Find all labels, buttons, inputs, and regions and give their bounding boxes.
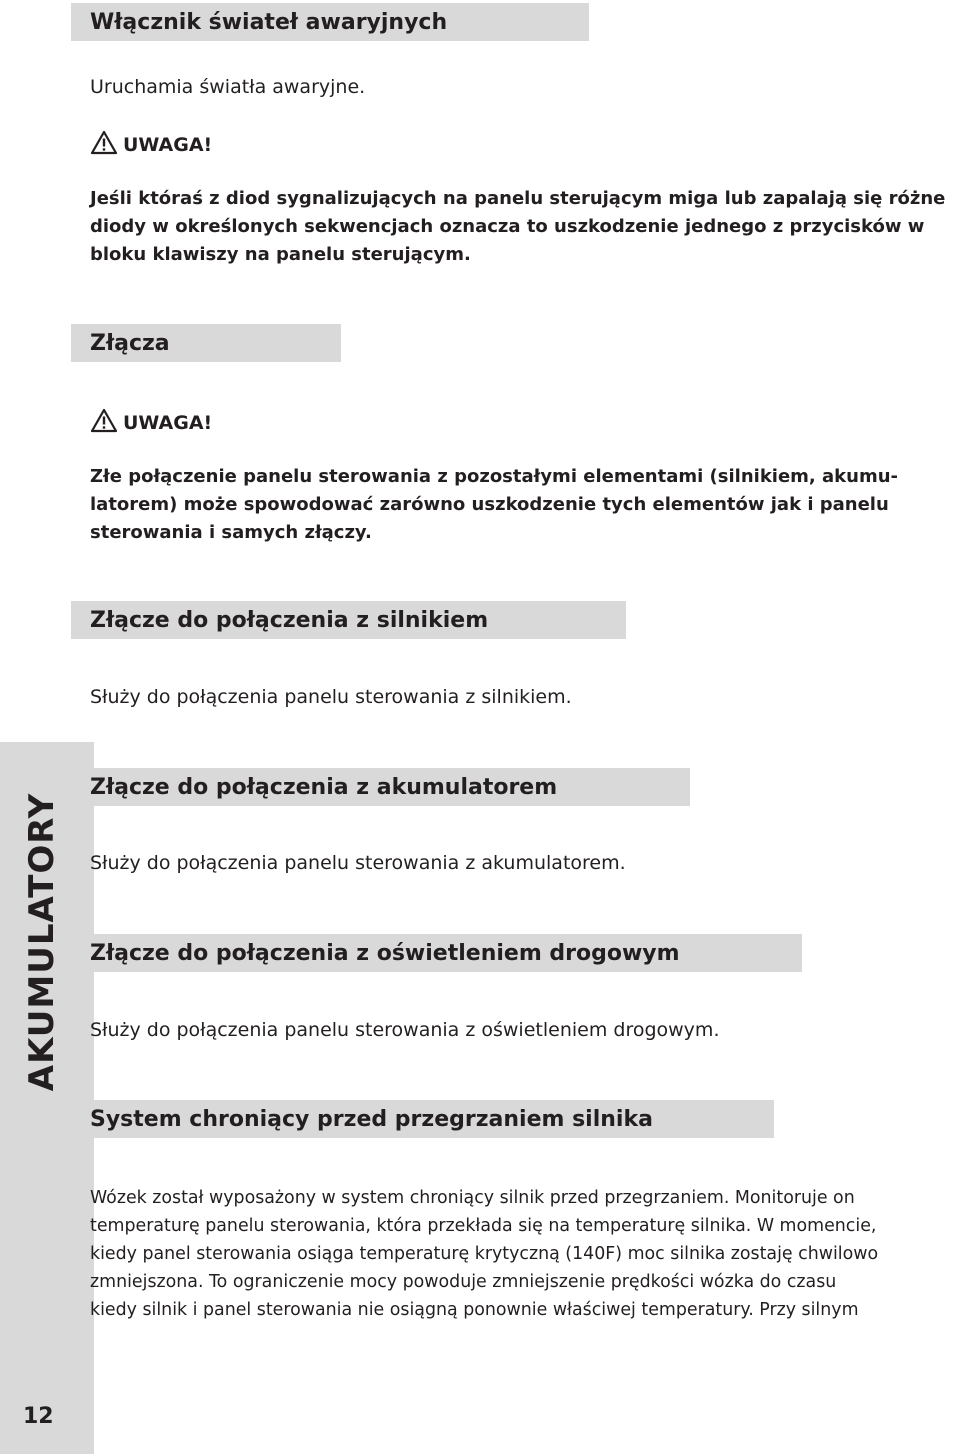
hazard-switch-description: Uruchamia światła awaryjne. xyxy=(90,76,366,98)
section-header-hazard-switch xyxy=(71,3,589,41)
overheat-protection-paragraph xyxy=(90,1184,878,1324)
paragraph-line: temperaturę panelu sterowania, która przekłada się na temperaturę silnika. W momencie, xyxy=(90,1216,877,1236)
warning-triangle-icon xyxy=(90,408,123,438)
paragraph-line: bloku klawiszy na panelu sterującym. xyxy=(90,244,471,265)
section-header-battery-connector xyxy=(71,768,690,806)
paragraph-line: Złe połączenie panelu sterowania z pozostałymi elementami (silnikiem, akumu- xyxy=(90,466,899,487)
paragraph-line: kiedy silnik i panel sterowania nie osiągną ponownie właściwej temperatury. Przy silnym xyxy=(90,1300,859,1320)
paragraph-line: Jeśli któraś z diod sygnalizujących na panelu sterującym miga lub zapalają się różne xyxy=(90,188,946,209)
section-title: Złącze do połączenia z silnikiem xyxy=(90,607,489,633)
section-title: Złącza xyxy=(90,330,170,356)
warning-text: UWAGA! xyxy=(123,134,213,156)
lighting-connector-description: Służy do połączenia panelu sterowania z oświetleniem drogowym. xyxy=(90,1019,720,1041)
warning-triangle-icon xyxy=(90,130,123,160)
paragraph-line: diody w określonych sekwencjach oznacza to uszkodzenie jednego z przycisków w xyxy=(90,216,925,237)
paragraph-line: latorem) może spowodować zarówno uszkodzenie tych elementów jak i panelu xyxy=(90,494,889,515)
section-title: Złącze do połączenia z akumulatorem xyxy=(90,774,558,800)
section-title: Złącze do połączenia z oświetleniem drogowym xyxy=(90,940,680,966)
battery-connector-description: Służy do połączenia panelu sterowania z akumulatorem. xyxy=(90,852,626,874)
section-header-connectors xyxy=(71,324,341,362)
paragraph-line: Wózek został wyposażony w system chroniący silnik przed przegrzaniem. Monitoruje on xyxy=(90,1188,855,1208)
hazard-switch-warning-paragraph xyxy=(90,185,954,269)
section-header-lighting-connector xyxy=(71,934,802,972)
warning-text: UWAGA! xyxy=(123,412,213,434)
connectors-warning-paragraph xyxy=(90,463,954,547)
warning-label-1 xyxy=(90,130,212,160)
section-title: System chroniący przed przegrzaniem silnika xyxy=(90,1106,653,1132)
page-number: 12 xyxy=(23,1404,54,1429)
paragraph-line: kiedy panel sterowania osiąga temperaturę krytyczną (140F) moc silnika zostaję chwilowo xyxy=(90,1244,879,1264)
paragraph-line: zmniejszona. To ograniczenie mocy powoduje zmniejszenie prędkości wózka do czasu xyxy=(90,1272,837,1292)
section-title: Włącznik świateł awaryjnych xyxy=(90,9,448,35)
warning-label-2 xyxy=(90,408,212,438)
side-tab-label: AKUMULATORY xyxy=(22,792,62,1092)
paragraph-line: sterowania i samych złączy. xyxy=(90,522,372,543)
section-header-motor-connector xyxy=(71,601,626,639)
motor-connector-description: Służy do połączenia panelu sterowania z silnikiem. xyxy=(90,686,572,708)
section-header-overheat-protection xyxy=(71,1100,774,1138)
